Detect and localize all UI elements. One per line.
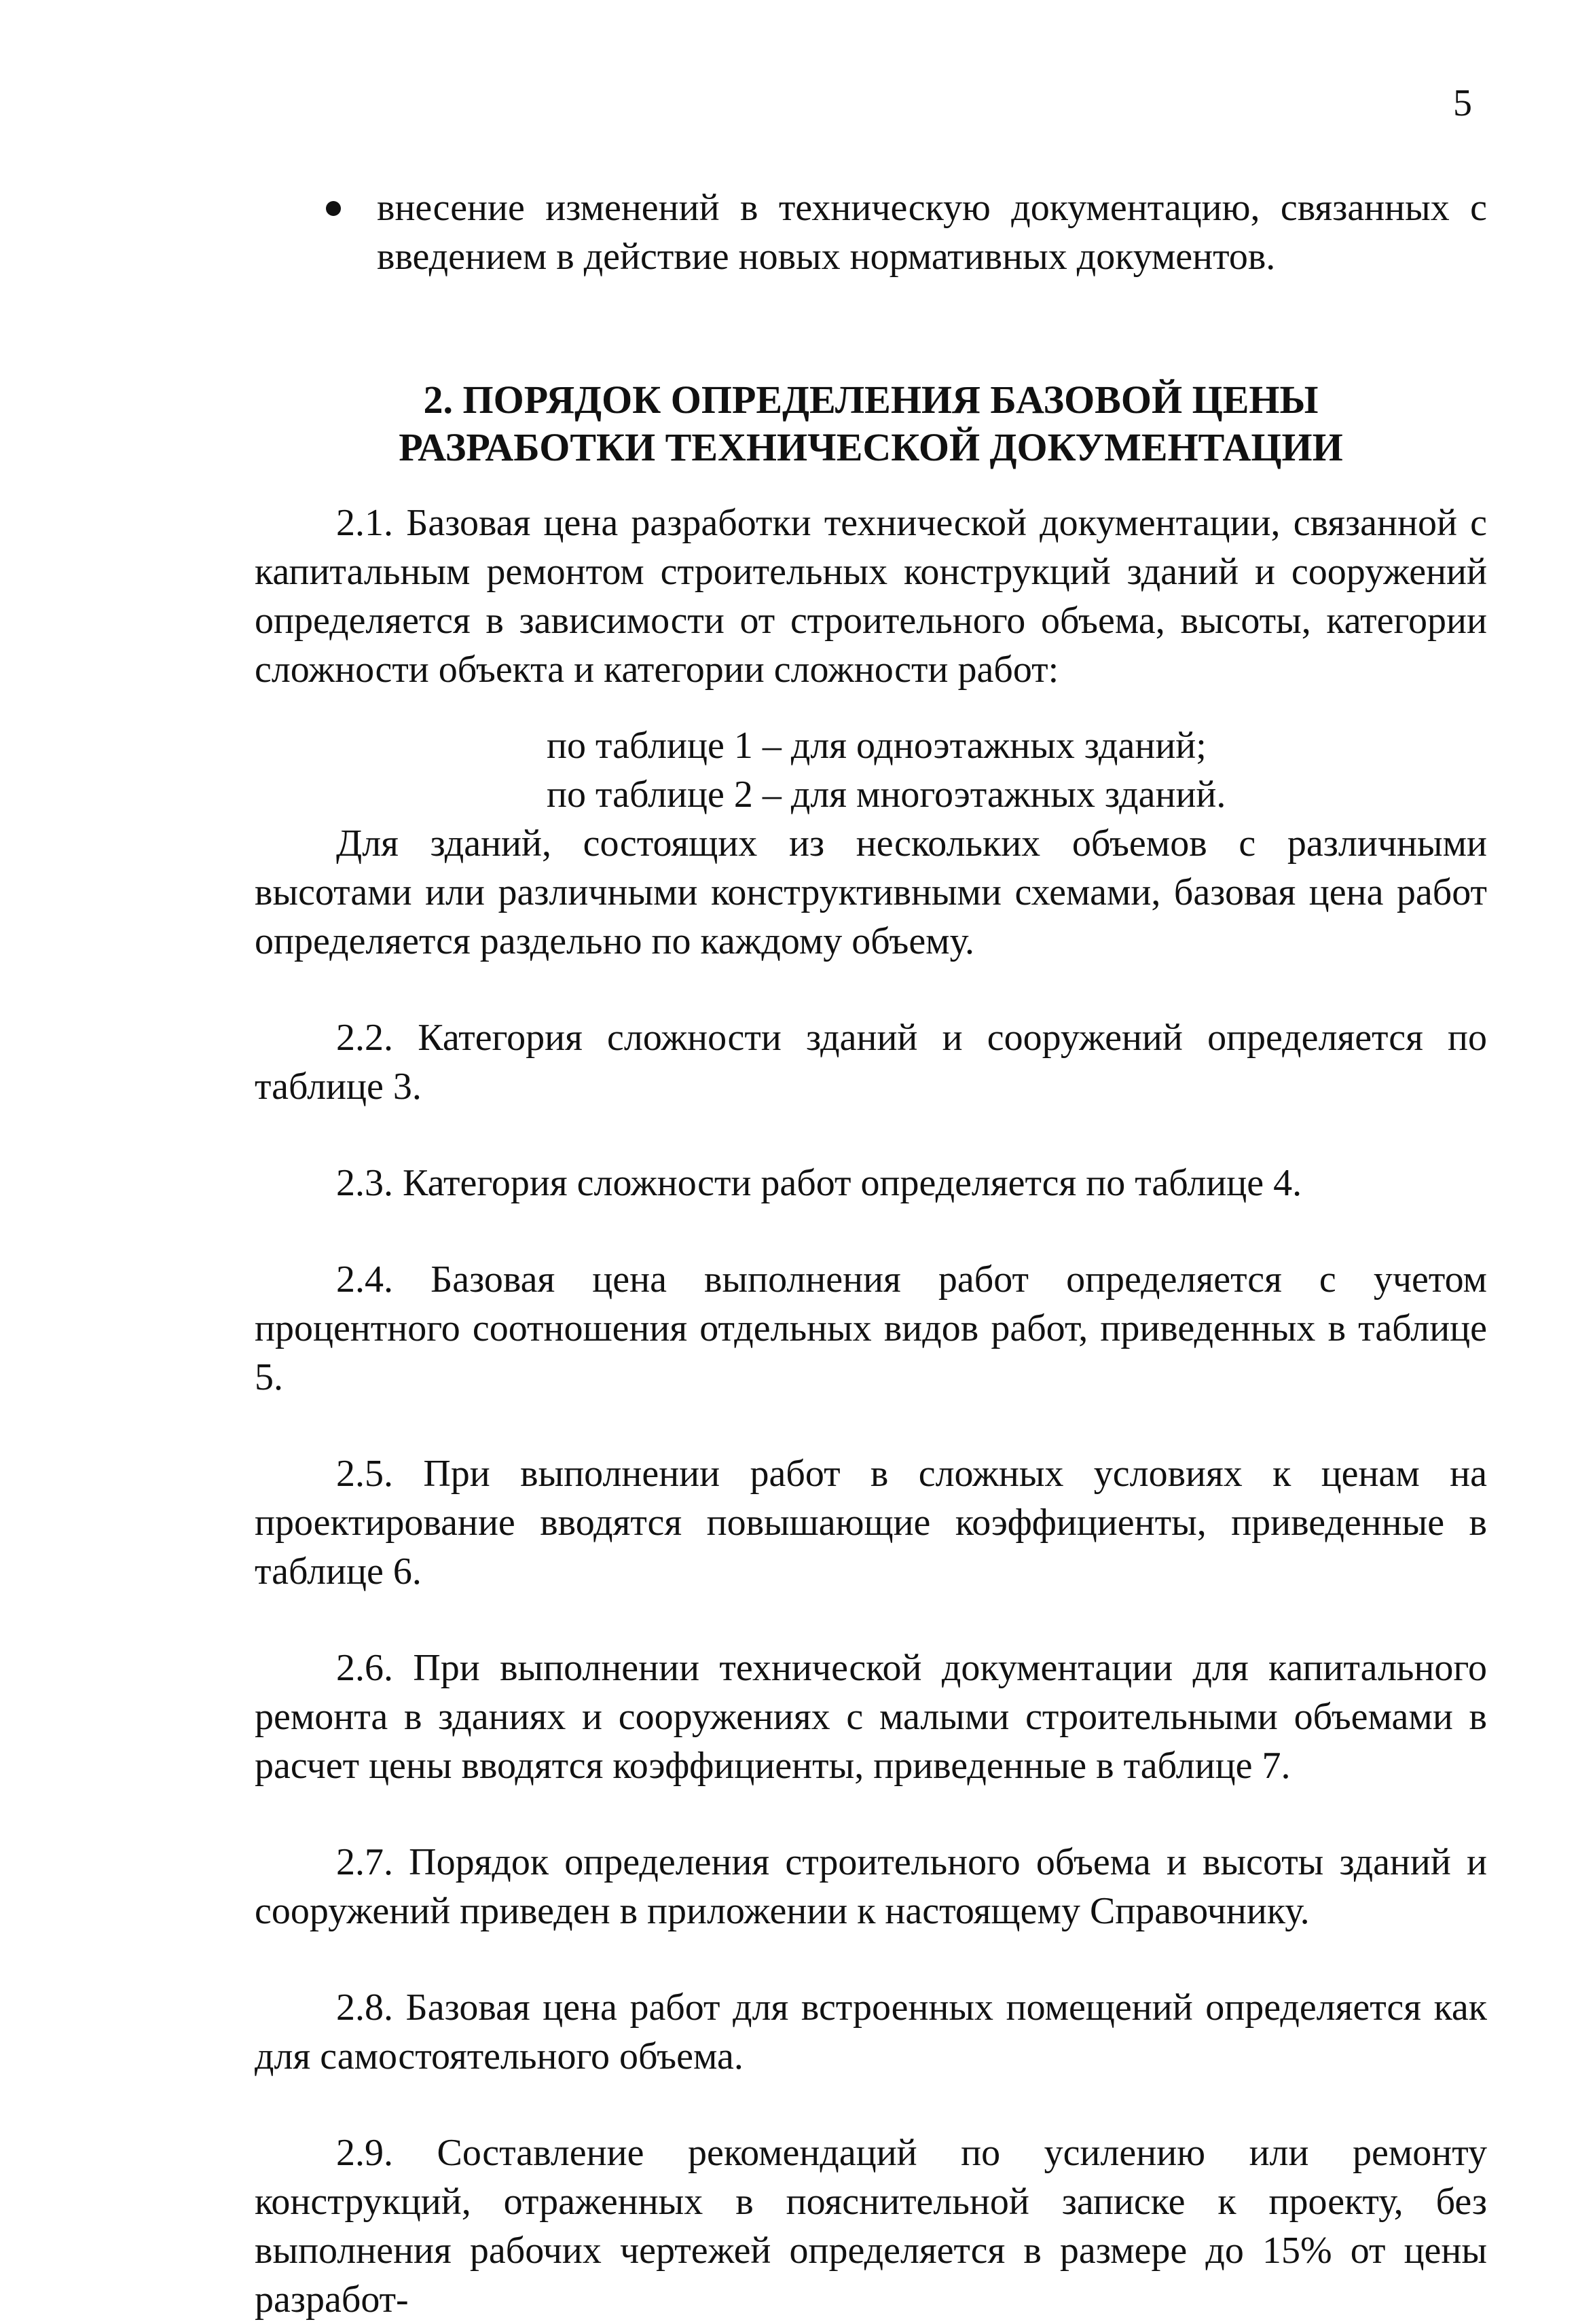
paragraph-2-5: 2.5. При выполнении работ в сложных условиях к ценам на проектирование вводятся повышающие коэффициенты, приведенные в таблице 6.	[255, 1453, 1487, 1593]
table-reference: по таблице 1	[547, 725, 753, 767]
paragraph-2-9: 2.9. Составление рекомендаций по усилению или ремонту конструкций, отраженных в пояснительной записке к проекту, без выполнения рабочих чертежей определяется в размере до 15% от цены разработ-	[255, 2132, 1487, 2321]
paragraph-2-6: 2.6. При выполнении технической документации для капитального ремонта в зданиях и сооружениях с малыми строительными объемами в расчет цены вводятся коэффициенты, приведенные в таблице 7.	[255, 1647, 1487, 1787]
bullet-text: внесение изменений в техническую документацию, связанных с введением в действие новых нормативных документов.	[377, 187, 1487, 278]
paragraph-2-2: 2.2. Категория сложности зданий и сооружений определяется по таблице 3.	[255, 1017, 1487, 1108]
table-reference: по таблице 2	[547, 774, 753, 816]
dash: –	[762, 725, 782, 767]
paragraph-2-1: 2.1. Базовая цена разработки технической документации, связанной с капитальным ремонтом строительных конструкций зданий и сооружений определяется в зависимости от строительного объема, высоты, категории сложности объекта и категории сложности работ:	[255, 502, 1487, 691]
table-reference-description: для одноэтажных зданий;	[790, 725, 1207, 767]
dash: –	[762, 774, 782, 816]
section-heading-line-1: 2. ПОРЯДОК ОПРЕДЕЛЕНИЯ БАЗОВОЙ ЦЕНЫ	[423, 378, 1319, 422]
page-number: 5	[1453, 82, 1472, 124]
paragraph-2-7: 2.7. Порядок определения строительного объема и высоты зданий и сооружений приведен в приложении к настоящему Справочнику.	[255, 1841, 1487, 1932]
section-heading-line-2: РАЗРАБОТКИ ТЕХНИЧЕСКОЙ ДОКУМЕНТАЦИИ	[399, 425, 1343, 469]
bullet-icon	[326, 201, 341, 216]
table-reference-description: для многоэтажных зданий.	[790, 774, 1226, 816]
paragraph-2-4: 2.4. Базовая цена выполнения работ определяется с учетом процентного соотношения отдельных видов работ, приведенных в таблице 5.	[255, 1258, 1487, 1398]
table-reference-list	[547, 721, 1487, 819]
bullet-list-item	[255, 183, 1487, 281]
paragraph-2-1-note: Для зданий, состоящих из нескольких объемов с различными высотами или различными конструктивными схемами, базовая цена работ определяется раздельно по каждому объему.	[255, 822, 1487, 962]
section-heading	[255, 376, 1487, 471]
table-reference-item	[547, 770, 1487, 819]
document-body	[255, 183, 1487, 2324]
paragraph-2-8: 2.8. Базовая цена работ для встроенных помещений определяется как для самостоятельного объема.	[255, 1986, 1487, 2077]
table-reference-item	[547, 721, 1487, 770]
paragraph-2-3: 2.3. Категория сложности работ определяется по таблице 4.	[336, 1162, 1302, 1204]
